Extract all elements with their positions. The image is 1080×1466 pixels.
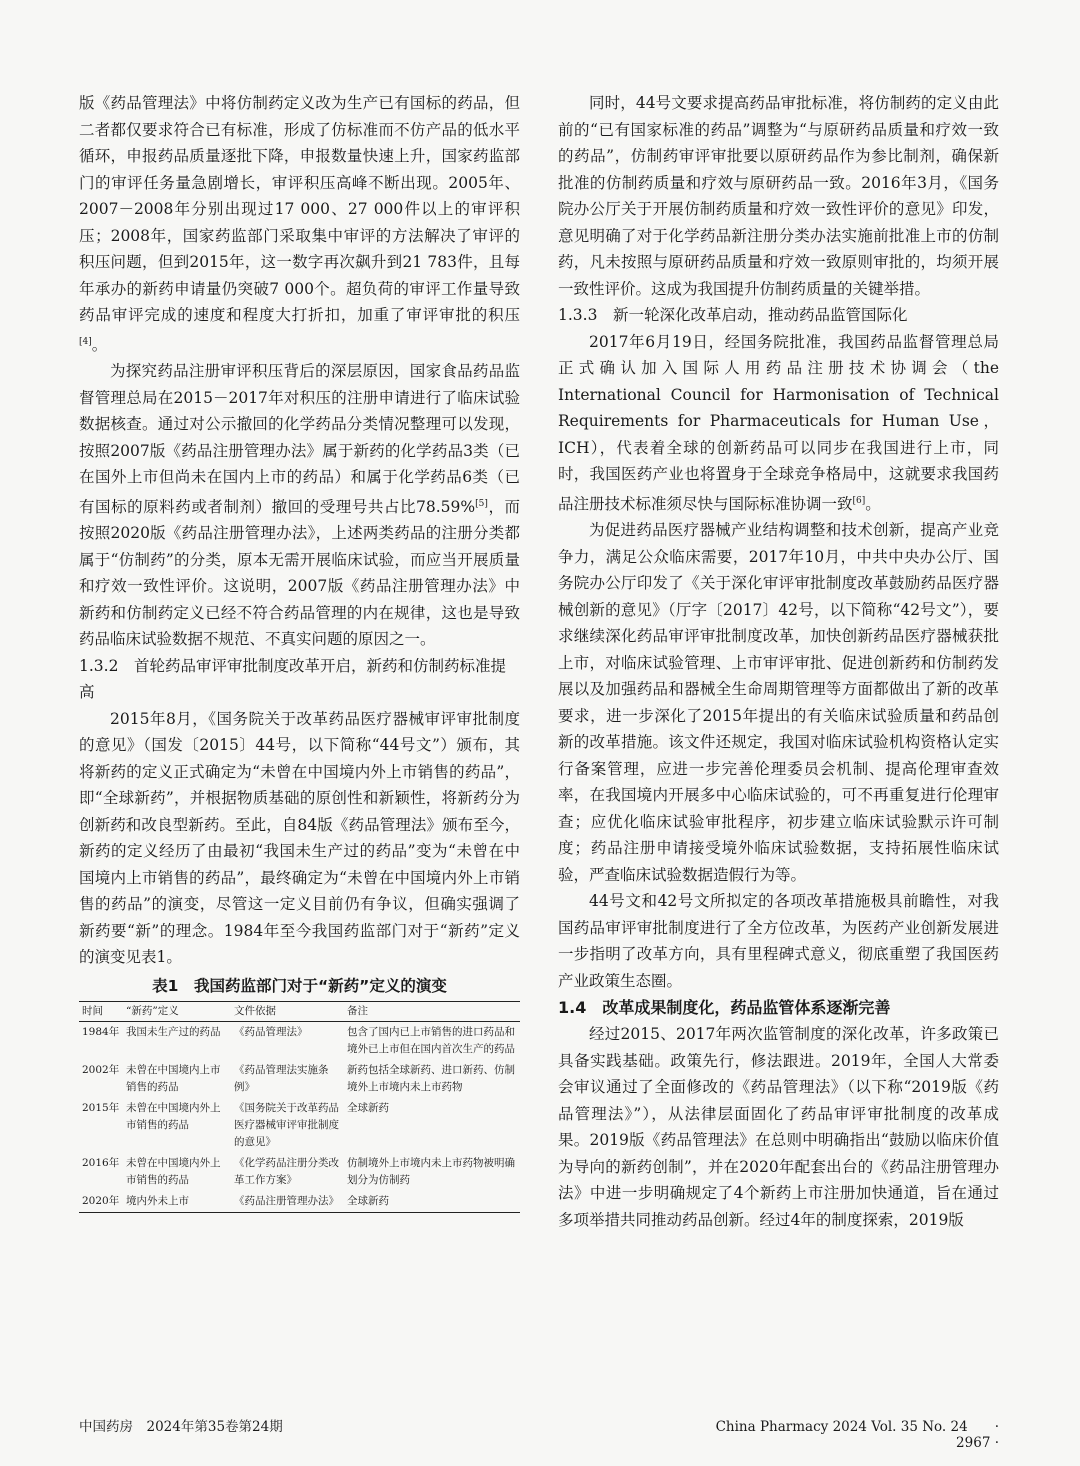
table-row xyxy=(79,1098,520,1153)
table-header-row xyxy=(79,1001,520,1021)
table-header: “新药”定义 xyxy=(123,1001,231,1021)
table-row xyxy=(79,1021,520,1060)
paragraph: 经过2015、2017年两次监管制度的深化改革，许多政策已具备实践基础。政策先行，修法跟进。2019年，全国人大常委会审议通过了全面修改的《药品管理法》（以下称“2019版《药品管理法》”），从法律层面固化了药品审评审批制度的改革成果。2019版《药品管理法》在总则中明确指出“鼓励以临床价值为导向的新药创制”，并在2020年配套出台的《药品注册管理办法》中进一步明确规定了4个新药上市注册加快通道，旨在通过多项举措共同推动药品创新。经过4年的制度探索，2019版 xyxy=(558,1025,999,1229)
section-heading: 1.4 改革成果制度化，药品监管体系逐渐完善 xyxy=(558,998,891,1018)
table-cell: 全球新药 xyxy=(344,1191,520,1213)
table-cell: 未曾在中国境内外上市销售的药品 xyxy=(126,1156,221,1186)
table-cell: 未曾在中国境内外上市销售的药品 xyxy=(126,1101,221,1131)
table-cell: 2015年 xyxy=(82,1101,120,1114)
paragraph: 44号文和42号文所拟定的各项改革措施极具前瞻性，对我国药品审评审批制度进行了全方位改革，为医药产业创新发展进一步指明了改革方向，具有里程碑式意义，彻底重塑了我国医药产业政策生态圈。 xyxy=(558,892,999,990)
table-cell: 包含了国内已上市销售的进口药品和境外已上市但在国内首次生产的药品 xyxy=(347,1025,515,1055)
table-caption: 表1 我国药监部门对于“新药”定义的演变 xyxy=(152,976,447,995)
table-cell: 2016年 xyxy=(82,1156,120,1169)
table-header: 备注 xyxy=(344,1001,520,1021)
left-column xyxy=(79,90,520,1213)
table-cell: 《药品注册管理办法》 xyxy=(231,1191,344,1213)
table-cell: 我国未生产过的药品 xyxy=(126,1025,221,1038)
table-header: 文件依据 xyxy=(231,1001,344,1021)
subsection-heading: 1.3.3 新一轮深化改革启动，推动药品监管国际化 xyxy=(558,306,908,324)
table-cell: 新药包括全球新药、进口新药、仿制境外上市境内未上市药物 xyxy=(347,1063,515,1093)
table-cell: 1984年 xyxy=(82,1025,120,1038)
paragraph: 2015年8月，《国务院关于改革药品医疗器械审评审批制度的意见》（国发〔2015〕44号，以下简称“44号文”）颁布，其将新药的定义正式确定为“未曾在中国境内外上市销售的药品”，即“全球新药”，并根据物质基础的原创性和新颖性，将新药分为创新药和改良型新药。至此，自84版《药品管理法》颁布至今，新药的定义经历了由最初“我国未生产过的药品”变为“未曾在中国境内上市销售的药品”，最终确定为“未曾在中国境内外上市销售的药品”的演变，尽管这一定义目前仍有争议，但确实强调了新药要“新”的理念。1984年至今我国药监部门对于“新药”定义的演变见表1。 xyxy=(79,709,520,967)
subsection-heading: 1.3.2 首轮药品审评审批制度改革开启，新药和仿制药标准提高 xyxy=(79,656,506,702)
paragraph: 为促进药品医疗器械产业结构调整和技术创新，提高产业竞争力，满足公众临床需要，2017年10月，中共中央办公厅、国务院办公厅印发了《关于深化审评审批制度改革鼓励药品医疗器械创新的意见》（厅字〔2017〕42号，以下简称“42号文”），要求继续深化药品审评审批制度改革，加快创新药品医疗器械获批上市，对临床试验管理、上市审评审批、促进创新药和仿制药发展以及加强药品和器械全生命周期管理等方面都做出了新的改革要求，进一步深化了2015年提出的有关临床试验质量和药品创新的改革措施。该文件还规定，我国对临床试验机构资格认定实行备案管理，应进一步完善伦理委员会机制、提高伦理审查效率，在我国境内开展多中心临床试验的，可不再重复进行伦理审查；应优化临床试验审批程序，初步建立临床试验默示许可制度；药品注册申请接受境外临床试验数据，支持拓展性临床试验，严查临床试验数据造假行为等。 xyxy=(558,521,999,884)
table-header: 时间 xyxy=(79,1001,123,1021)
page-number-footer: China Pharmacy 2024 Vol. 35 No. 24 · 2967 · xyxy=(715,1419,999,1451)
table-row xyxy=(79,1191,520,1213)
paragraph: 为探究药品注册审评积压背后的深层原因，国家食品药品监督管理总局在2015－2017年对积压的注册申请进行了临床试验数据核查。通过对公示撤回的化学药品分类情况整理可以发现，按照2007版《药品注册管理办法》属于新药的化学药品3类（已在国外上市但尚未在国内上市的药品）和属于化学药品6类（已有国标的原料药或者制剂）撤回的受理号共占比78.59%[5]，而按照2020版《药品注册管理办法》，上述两类药品的注册分类都属于“仿制药”的分类，原本无需开展临床试验，而应当开展质量和疗效一致性评价。这说明，2007版《药品注册管理办法》中新药和仿制药定义已经不符合药品管理的内在规律，这也是导致药品临床试验数据不规范、不真实问题的原因之一。 xyxy=(79,362,520,649)
table-cell: 2002年 xyxy=(82,1063,120,1076)
table-cell: 《化学药品注册分类改革工作方案》 xyxy=(234,1156,339,1186)
table-row xyxy=(79,1153,520,1191)
table-cell: 《药品管理法》 xyxy=(234,1025,308,1038)
journal-footer: 中国药房 2024年第35卷第24期 xyxy=(79,1419,283,1435)
definition-table xyxy=(79,1001,520,1213)
paragraph: 同时，44号文要求提高药品审批标准，将仿制药的定义由此前的“已有国家标准的药品”调整为“与原研药品质量和疗效一致的药品”，仿制药审评审批要以原研药品作为参比制剂，确保新批准的仿制药质量和疗效与原研药品一致。2016年3月，《国务院办公厅关于开展仿制药质量和疗效一致性评价的意见》印发，意见明确了对于化学药品新注册分类办法实施前批准上市的仿制药，凡未按照与原研药品质量和疗效一致原则审批的，均须开展一致性评价。这成为我国提升仿制药质量的关键举措。 xyxy=(558,94,999,298)
table-cell: 《国务院关于改革药品医疗器械审评审批制度的意见》 xyxy=(234,1101,339,1148)
right-column xyxy=(558,90,999,1233)
table-cell: 2020年 xyxy=(79,1191,123,1213)
paragraph: 2017年6月19日，经国务院批准，我国药品监督管理总局正式确认加入国际人用药品注册技术协调会（the International Council for Harmonisation of Technical Requirements for Pharmaceuticals for Human Use，ICH），代表着全球的创新药品可以同步在我国进行上市，同时，我国医药产业也将置身于全球竞争格局中，这就要求我国药品注册技术标准须尽快与国际标准协调一致[6]。 xyxy=(558,332,999,513)
table-cell: 《药品管理法实施条例》 xyxy=(234,1063,329,1093)
citation: [6] xyxy=(852,495,866,506)
table-cell: 未曾在中国境内上市销售的药品 xyxy=(126,1063,221,1093)
paragraph: 版《药品管理法》中将仿制药定义改为生产已有国标的药品，但二者都仅要求符合已有标准，形成了仿标准而不仿产品的低水平循环，申报药品质量逐批下降，申报数量快速上升，国家药监部门的审评任务量急剧增长，审评积压高峰不断出现。2005年、2007－2008年分别出现过17 000、27 000件以上的审评积压；2008年，国家药监部门采取集中审评的方法解决了审评的积压问题，但到2015年，这一数字再次飙升到21 783件，且每年承办的新药申请量仍突破7 000个。超负荷的审评工作量导致药品审评完成的速度和程度大打折扣，加重了审评审批的积压[4]。 xyxy=(79,94,520,354)
table-row xyxy=(79,1060,520,1098)
citation: [5] xyxy=(475,498,488,509)
table-cell: 全球新药 xyxy=(347,1101,389,1114)
table-cell: 境内外未上市 xyxy=(123,1191,231,1213)
table-cell: 仿制境外上市境内未上市药物被明确划分为仿制药 xyxy=(347,1156,515,1186)
citation: [4] xyxy=(79,336,92,347)
